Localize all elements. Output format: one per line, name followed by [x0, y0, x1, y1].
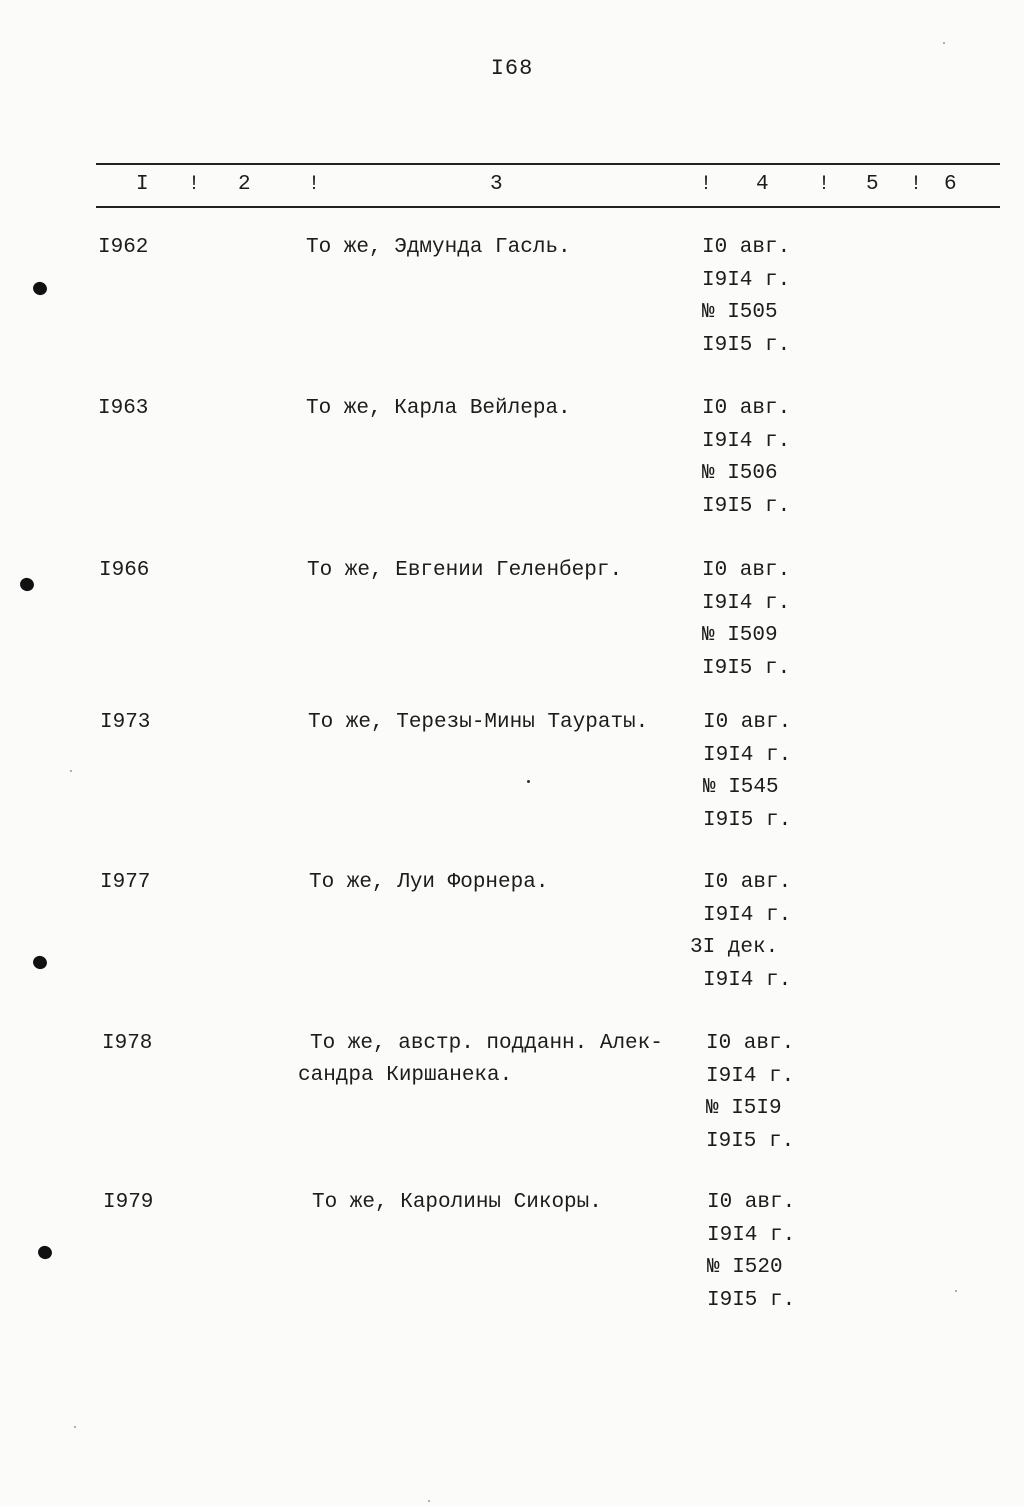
- scan-speck: [428, 1500, 430, 1502]
- column-header-5: 5: [866, 173, 879, 196]
- date-line: № I5I9: [706, 1097, 782, 1120]
- scan-speck: [527, 780, 530, 783]
- date-line: I9I4 г.: [702, 591, 791, 615]
- punch-hole-mark: [31, 954, 49, 971]
- record-description: [309, 867, 548, 899]
- record-description: [312, 1187, 602, 1219]
- date-line: № I509: [702, 624, 778, 647]
- description-line: То же, Карла Вейлера.: [306, 397, 571, 420]
- punch-hole-mark: [31, 280, 49, 297]
- date-line: I0 авг.: [702, 236, 791, 259]
- date-line: I9I4 г.: [702, 268, 791, 292]
- date-line: I9I4 г.: [702, 429, 791, 453]
- date-line: I9I4 г.: [703, 968, 792, 992]
- date-line: I0 авг.: [702, 397, 791, 420]
- date-line: 3I дек.: [690, 936, 779, 959]
- description-line: То же, австр. подданн. Алек-: [310, 1032, 663, 1055]
- description-line: То же, Евгении Геленберг.: [307, 559, 623, 582]
- date-line: I9I4 г.: [706, 1064, 795, 1088]
- column-header-2: 2: [238, 173, 251, 196]
- scan-speck: [74, 1426, 76, 1428]
- date-line: I0 авг.: [703, 711, 792, 734]
- description-line: То же, Терезы-Мины Таураты.: [308, 711, 649, 734]
- date-line: I9I4 г.: [703, 903, 792, 927]
- date-line: № I506: [702, 462, 778, 485]
- date-line: I0 авг.: [703, 871, 792, 894]
- punch-hole-mark: [18, 576, 36, 593]
- scan-speck: [943, 42, 945, 44]
- record-number: I973: [100, 711, 151, 734]
- column-header-3: 3: [490, 173, 503, 196]
- column-header-6: 6: [944, 173, 957, 196]
- record-dates: [702, 393, 790, 523]
- record-dates: [703, 707, 791, 837]
- date-line: I0 авг.: [706, 1032, 795, 1055]
- record-number: I978: [102, 1032, 153, 1055]
- date-line: I9I5 г.: [706, 1129, 795, 1153]
- column-separator: !: [308, 173, 321, 196]
- date-line: I9I4 г.: [707, 1223, 796, 1247]
- description-line: То же, Эдмунда Гасль.: [306, 236, 571, 259]
- record-description: [306, 232, 571, 264]
- date-line: I9I5 г.: [702, 333, 791, 357]
- record-number: I962: [98, 236, 149, 259]
- date-line: I9I4 г.: [703, 743, 792, 767]
- date-line: I9I5 г.: [702, 656, 791, 680]
- column-separator: !: [818, 173, 831, 196]
- record-description: [298, 1028, 663, 1092]
- scan-speck: [955, 1290, 957, 1292]
- record-number: I963: [98, 397, 149, 420]
- scan-speck: [70, 770, 72, 772]
- table-rule-top: [96, 163, 1000, 165]
- record-number: I979: [103, 1191, 154, 1214]
- date-line: I9I5 г.: [703, 808, 792, 832]
- date-line: I9I5 г.: [707, 1288, 796, 1312]
- description-line: То же, Каролины Сикоры.: [312, 1191, 602, 1214]
- table-rule-bottom: [96, 206, 1000, 208]
- column-separator: !: [700, 173, 713, 196]
- column-separator: !: [188, 173, 201, 196]
- record-dates: [707, 1187, 795, 1317]
- punch-hole-mark: [36, 1244, 54, 1261]
- record-description: [307, 555, 622, 587]
- record-number: I966: [99, 559, 150, 582]
- record-dates: [706, 1028, 794, 1158]
- date-line: № I520: [707, 1256, 783, 1279]
- column-header-4: 4: [756, 173, 769, 196]
- date-line: I0 авг.: [707, 1191, 796, 1214]
- record-dates: [702, 232, 790, 362]
- record-description: [308, 707, 648, 739]
- date-line: I0 авг.: [702, 559, 791, 582]
- date-line: № I545: [703, 776, 779, 799]
- column-separator: !: [910, 173, 923, 196]
- date-line: № I505: [702, 301, 778, 324]
- record-number: I977: [100, 871, 151, 894]
- record-dates: [702, 555, 790, 685]
- description-line: сандра Киршанека.: [298, 1064, 513, 1087]
- record-description: [306, 393, 571, 425]
- description-line: То же, Луи Форнера.: [309, 871, 549, 894]
- record-dates: [690, 867, 792, 997]
- date-line: I9I5 г.: [702, 494, 791, 518]
- column-header-1: I: [136, 173, 149, 196]
- page-number: I68: [490, 56, 534, 81]
